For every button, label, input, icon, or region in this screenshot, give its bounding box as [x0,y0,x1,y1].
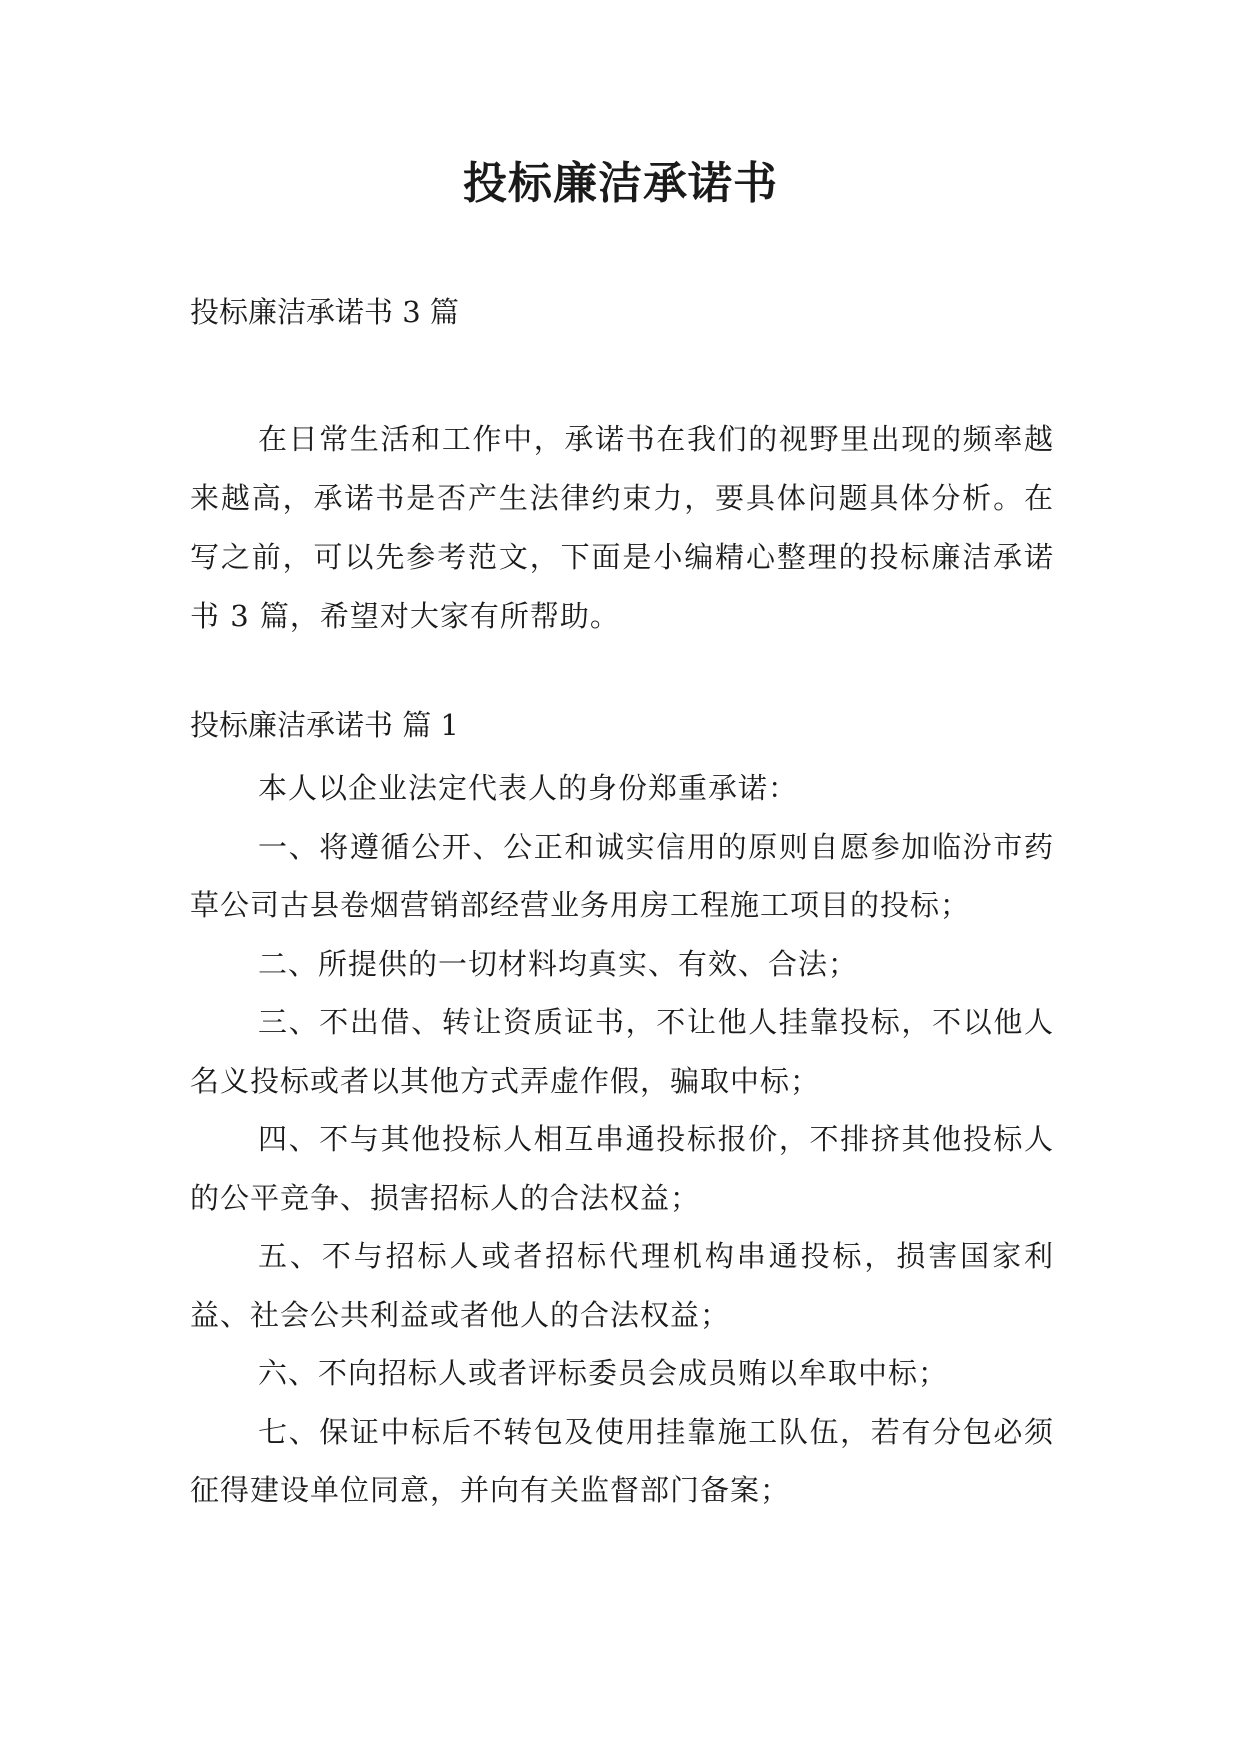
body-paragraph: 五、不与招标人或者招标代理机构串通投标，损害国家利益、社会公共利益或者他人的合法权益； [190,1239,1054,1332]
body-paragraph: 一、将遵循公开、公正和诚实信用的原则自愿参加临汾市药草公司古县卷烟营销部经营业务用房工程施工项目的投标； [190,829,1054,922]
body-paragraph: 七、保证中标后不转包及使用挂靠施工队伍，若有分包必须征得建设单位同意，并向有关监督部门备案； [190,1414,1054,1507]
body-paragraph: 二、所提供的一切材料均真实、有效、合法； [258,946,859,981]
document-title: 投标廉洁承诺书 [463,158,778,209]
body-paragraph: 六、不向招标人或者评标委员会成员贿以牟取中标； [258,1356,949,1390]
intro-paragraph: 在日常生活和工作中，承诺书在我们的视野里出现的频率越来越高，承诺书是否产生法律约束力，要具体问题具体分析。在写之前，可以先参考范文，下面是小编精心整理的投标廉洁承诺书 3 篇，希望对大家有所帮助。 [190,422,1054,633]
document-subtitle: 投标廉洁承诺书 3 篇 [190,295,459,329]
body-paragraph: 本人以企业法定代表人的身份郑重承诺： [258,771,799,805]
body-paragraph: 四、不与其他投标人相互串通投标报价，不排挤其他投标人的公平竞争、损害招标人的合法权益； [190,1122,1054,1215]
body-paragraph: 三、不出借、转让资质证书，不让他人挂靠投标，不以他人名义投标或者以其他方式弄虚作假，骗取中标； [190,1005,1054,1098]
document-body [190,759,1054,1520]
section-heading: 投标廉洁承诺书 篇 1 [190,708,459,742]
